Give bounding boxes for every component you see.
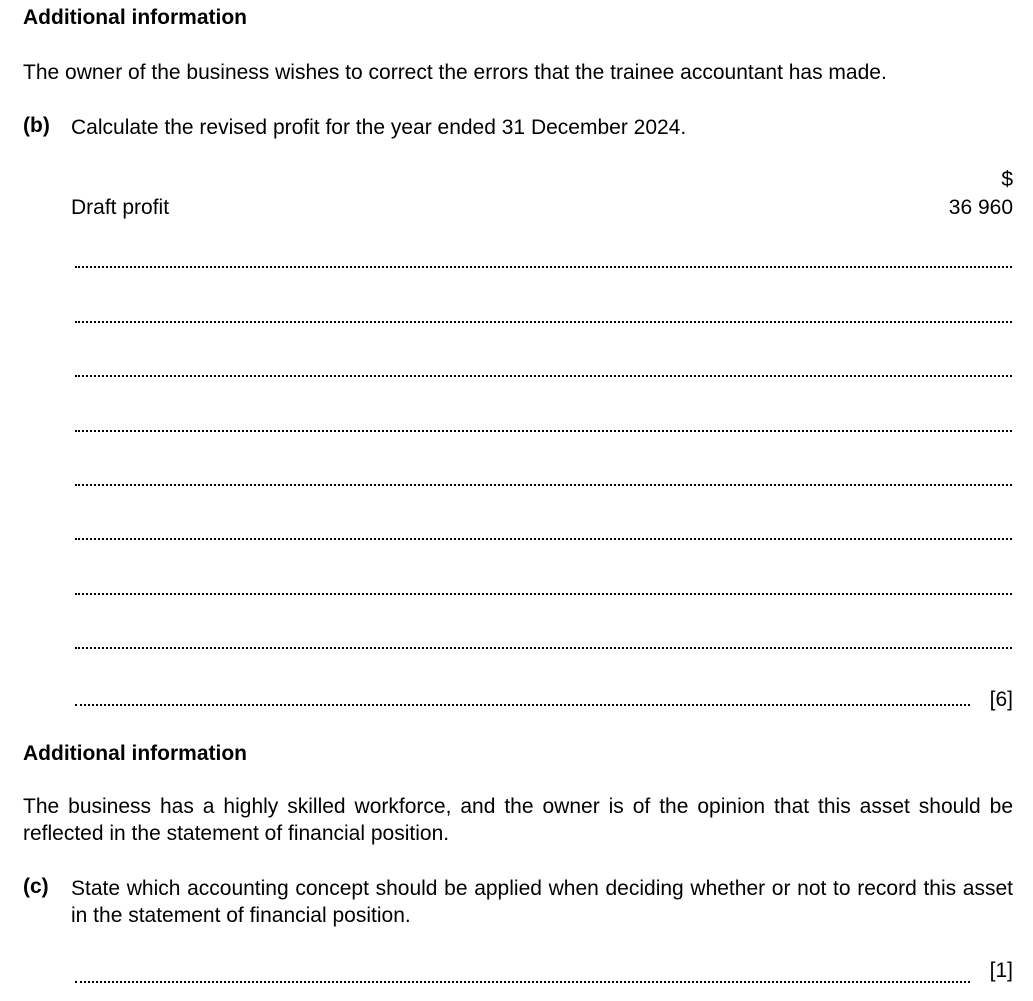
- answer-line[interactable]: [75, 647, 1012, 649]
- answer-line[interactable]: [75, 430, 1012, 432]
- question-b-text: Calculate the revised profit for the year ended 31 December 2024.: [71, 116, 687, 139]
- intro-paragraph: The owner of the business wishes to correct the errors that the trainee accountant has made.: [23, 61, 887, 84]
- answer-line[interactable]: [75, 375, 1012, 377]
- section-heading-additional-information-2: Additional information: [23, 742, 247, 765]
- answer-line[interactable]: [75, 266, 1012, 268]
- draft-profit-label: Draft profit: [71, 196, 170, 219]
- question-b-label: (b): [23, 114, 50, 137]
- answer-line[interactable]: [75, 321, 1012, 323]
- question-b-marks: [6]: [989, 688, 1013, 711]
- question-c-label: (c): [23, 875, 49, 898]
- answer-line[interactable]: [75, 593, 1012, 595]
- answer-line[interactable]: [75, 704, 970, 706]
- answer-line[interactable]: [75, 538, 1012, 540]
- workforce-paragraph: The business has a highly skilled workforce, and the owner is of the opinion that this asset should be reflected in the statement of financial position.: [23, 795, 1013, 845]
- answer-line[interactable]: [75, 484, 1012, 486]
- question-c-marks: [1]: [989, 959, 1013, 982]
- draft-profit-value: 36 960: [948, 196, 1013, 219]
- answer-line[interactable]: [75, 981, 970, 983]
- section-heading-additional-information: Additional information: [23, 6, 247, 29]
- question-c-text: State which accounting concept should be applied when deciding whether or not to record this asset in the statement of financial position.: [71, 877, 1013, 927]
- currency-column-header: $: [1001, 168, 1013, 191]
